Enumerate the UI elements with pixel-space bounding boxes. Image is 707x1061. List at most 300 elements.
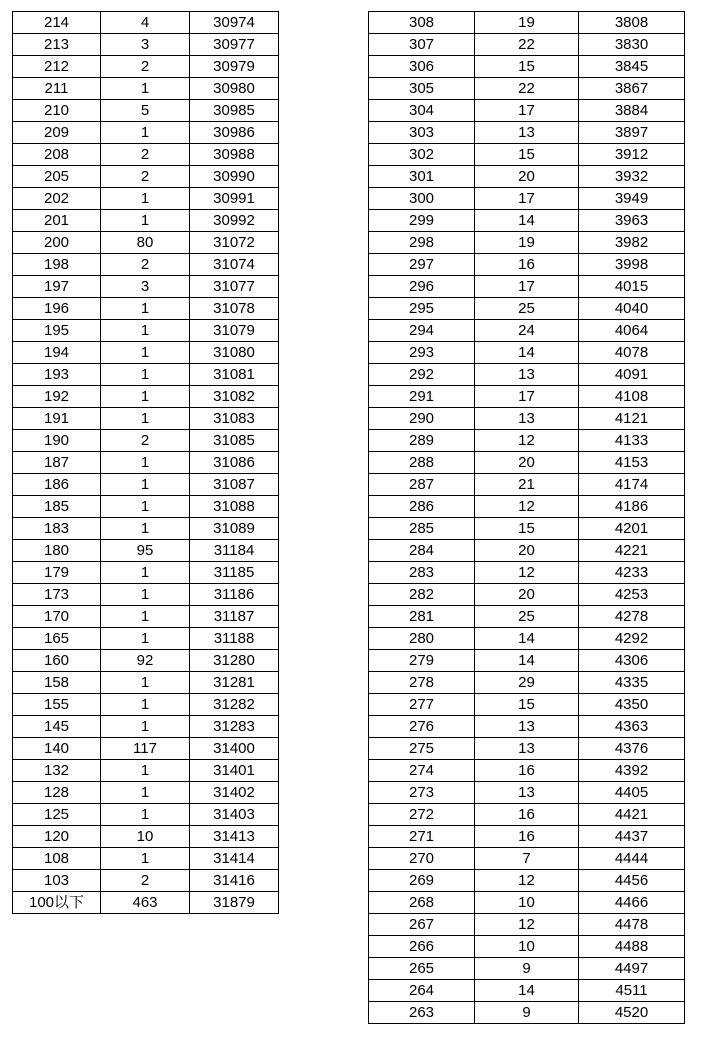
table-row: [369, 254, 685, 276]
cumulative-cell: 31077: [190, 276, 279, 298]
score-cell: 186: [13, 474, 101, 496]
cumulative-cell: 4253: [579, 584, 685, 606]
cumulative-cell: 31402: [190, 782, 279, 804]
cumulative-cell: 31072: [190, 232, 279, 254]
count-cell: 3: [101, 276, 190, 298]
cumulative-cell: 30985: [190, 100, 279, 122]
table-row: [13, 826, 279, 848]
count-cell: 15: [475, 56, 579, 78]
table-row: [369, 78, 685, 100]
table-row: [369, 364, 685, 386]
cumulative-cell: 4421: [579, 804, 685, 826]
table-row: [13, 474, 279, 496]
score-cell: 275: [369, 738, 475, 760]
count-cell: 22: [475, 34, 579, 56]
score-cell: 307: [369, 34, 475, 56]
count-cell: 12: [475, 870, 579, 892]
table-row: [13, 496, 279, 518]
table-row: [13, 166, 279, 188]
score-cell: 293: [369, 342, 475, 364]
cumulative-cell: 4437: [579, 826, 685, 848]
table-row: [369, 672, 685, 694]
cumulative-cell: 3830: [579, 34, 685, 56]
cumulative-cell: 31079: [190, 320, 279, 342]
cumulative-cell: 4278: [579, 606, 685, 628]
table-row: [369, 210, 685, 232]
score-cell: 128: [13, 782, 101, 804]
count-cell: 13: [475, 408, 579, 430]
score-cell: 272: [369, 804, 475, 826]
cumulative-cell: 4478: [579, 914, 685, 936]
cumulative-cell: 30977: [190, 34, 279, 56]
count-cell: 1: [101, 606, 190, 628]
cumulative-cell: 4064: [579, 320, 685, 342]
count-cell: 29: [475, 672, 579, 694]
cumulative-cell: 4292: [579, 628, 685, 650]
score-cell: 191: [13, 408, 101, 430]
count-cell: 117: [101, 738, 190, 760]
score-cell: 198: [13, 254, 101, 276]
count-cell: 1: [101, 342, 190, 364]
count-cell: 17: [475, 386, 579, 408]
table-row: [13, 584, 279, 606]
table-row: [13, 606, 279, 628]
count-cell: 12: [475, 562, 579, 584]
count-cell: 1: [101, 320, 190, 342]
count-cell: 22: [475, 78, 579, 100]
cumulative-cell: 3998: [579, 254, 685, 276]
count-cell: 5: [101, 100, 190, 122]
count-cell: 2: [101, 430, 190, 452]
score-cell: 297: [369, 254, 475, 276]
cumulative-cell: 4201: [579, 518, 685, 540]
count-cell: 2: [101, 144, 190, 166]
score-cell: 155: [13, 694, 101, 716]
score-cell: 187: [13, 452, 101, 474]
table-row: [369, 342, 685, 364]
table-row: [13, 188, 279, 210]
count-cell: 9: [475, 1002, 579, 1024]
count-cell: 2: [101, 56, 190, 78]
score-cell: 279: [369, 650, 475, 672]
score-cell: 201: [13, 210, 101, 232]
cumulative-cell: 31088: [190, 496, 279, 518]
score-cell: 125: [13, 804, 101, 826]
table-row: [369, 474, 685, 496]
count-cell: 463: [101, 892, 190, 914]
cumulative-cell: 3932: [579, 166, 685, 188]
left-table-body: [13, 12, 279, 914]
score-cell: 173: [13, 584, 101, 606]
count-cell: 13: [475, 738, 579, 760]
cumulative-cell: 31413: [190, 826, 279, 848]
cumulative-cell: 31188: [190, 628, 279, 650]
table-row: [369, 848, 685, 870]
score-cell: 266: [369, 936, 475, 958]
score-cell: 190: [13, 430, 101, 452]
table-row: [13, 320, 279, 342]
table-row: [13, 210, 279, 232]
table-row: [13, 122, 279, 144]
score-cell: 192: [13, 386, 101, 408]
table-row: [369, 980, 685, 1002]
score-cell: 301: [369, 166, 475, 188]
cumulative-cell: 4133: [579, 430, 685, 452]
cumulative-cell: 4488: [579, 936, 685, 958]
cumulative-cell: 4121: [579, 408, 685, 430]
score-cell: 304: [369, 100, 475, 122]
score-cell: 276: [369, 716, 475, 738]
count-cell: 1: [101, 474, 190, 496]
table-row: [13, 100, 279, 122]
table-row: [369, 562, 685, 584]
table-row: [13, 276, 279, 298]
count-cell: 1: [101, 518, 190, 540]
cumulative-cell: 4233: [579, 562, 685, 584]
table-row: [369, 188, 685, 210]
count-cell: 25: [475, 298, 579, 320]
table-row: [13, 782, 279, 804]
score-cell: 205: [13, 166, 101, 188]
table-row: [13, 650, 279, 672]
count-cell: 14: [475, 342, 579, 364]
count-cell: 1: [101, 210, 190, 232]
table-row: [369, 166, 685, 188]
table-row: [369, 232, 685, 254]
score-cell: 265: [369, 958, 475, 980]
score-cell: 284: [369, 540, 475, 562]
score-cell: 208: [13, 144, 101, 166]
cumulative-cell: 4174: [579, 474, 685, 496]
table-row: [369, 628, 685, 650]
cumulative-cell: 31400: [190, 738, 279, 760]
score-cell: 290: [369, 408, 475, 430]
cumulative-cell: 31416: [190, 870, 279, 892]
score-cell: 180: [13, 540, 101, 562]
table-row: [13, 232, 279, 254]
table-row: [13, 518, 279, 540]
count-cell: 1: [101, 298, 190, 320]
count-cell: 20: [475, 452, 579, 474]
count-cell: 1: [101, 408, 190, 430]
cumulative-cell: 3867: [579, 78, 685, 100]
table-row: [13, 892, 279, 914]
score-cell: 264: [369, 980, 475, 1002]
table-row: [369, 716, 685, 738]
score-cell: 300: [369, 188, 475, 210]
score-cell: 302: [369, 144, 475, 166]
score-cell: 160: [13, 650, 101, 672]
count-cell: 1: [101, 848, 190, 870]
table-row: [13, 562, 279, 584]
score-cell: 271: [369, 826, 475, 848]
table-row: [369, 936, 685, 958]
score-cell: 308: [369, 12, 475, 34]
count-cell: 4: [101, 12, 190, 34]
table-row: [369, 540, 685, 562]
cumulative-cell: 4376: [579, 738, 685, 760]
cumulative-cell: 3808: [579, 12, 685, 34]
count-cell: 13: [475, 716, 579, 738]
count-cell: 20: [475, 166, 579, 188]
count-cell: 15: [475, 694, 579, 716]
table-row: [369, 870, 685, 892]
cumulative-cell: 31082: [190, 386, 279, 408]
cumulative-cell: 3982: [579, 232, 685, 254]
count-cell: 80: [101, 232, 190, 254]
count-cell: 21: [475, 474, 579, 496]
score-cell: 280: [369, 628, 475, 650]
table-row: [13, 144, 279, 166]
count-cell: 95: [101, 540, 190, 562]
table-row: [369, 892, 685, 914]
score-cell: 132: [13, 760, 101, 782]
cumulative-cell: 4456: [579, 870, 685, 892]
table-row: [13, 738, 279, 760]
table-row: [13, 386, 279, 408]
cumulative-cell: 31078: [190, 298, 279, 320]
count-cell: 1: [101, 584, 190, 606]
table-row: [369, 12, 685, 34]
score-cell: 281: [369, 606, 475, 628]
count-cell: 1: [101, 628, 190, 650]
score-cell: 303: [369, 122, 475, 144]
score-cell: 183: [13, 518, 101, 540]
count-cell: 1: [101, 78, 190, 100]
cumulative-cell: 31403: [190, 804, 279, 826]
count-cell: 19: [475, 232, 579, 254]
score-cell: 305: [369, 78, 475, 100]
cumulative-cell: 4392: [579, 760, 685, 782]
cumulative-cell: 31185: [190, 562, 279, 584]
count-cell: 13: [475, 122, 579, 144]
cumulative-cell: 31080: [190, 342, 279, 364]
score-cell: 294: [369, 320, 475, 342]
score-cell: 263: [369, 1002, 475, 1024]
table-row: [369, 386, 685, 408]
score-cell: 179: [13, 562, 101, 584]
score-cell: 209: [13, 122, 101, 144]
score-cell: 194: [13, 342, 101, 364]
count-cell: 3: [101, 34, 190, 56]
count-cell: 1: [101, 386, 190, 408]
count-cell: 17: [475, 188, 579, 210]
table-row: [13, 342, 279, 364]
count-cell: 92: [101, 650, 190, 672]
score-cell: 211: [13, 78, 101, 100]
count-cell: 1: [101, 782, 190, 804]
count-cell: 16: [475, 760, 579, 782]
score-cell: 120: [13, 826, 101, 848]
table-row: [13, 870, 279, 892]
cumulative-cell: 4091: [579, 364, 685, 386]
cumulative-cell: 31081: [190, 364, 279, 386]
cumulative-cell: 31184: [190, 540, 279, 562]
table-row: [13, 804, 279, 826]
score-cell: 158: [13, 672, 101, 694]
score-cell: 282: [369, 584, 475, 606]
score-cell: 108: [13, 848, 101, 870]
count-cell: 1: [101, 694, 190, 716]
count-cell: 1: [101, 496, 190, 518]
count-cell: 10: [475, 892, 579, 914]
table-row: [13, 694, 279, 716]
table-row: [13, 12, 279, 34]
table-row: [13, 540, 279, 562]
cumulative-cell: 31083: [190, 408, 279, 430]
right-score-table: [368, 11, 685, 1024]
cumulative-cell: 4306: [579, 650, 685, 672]
table-row: [369, 760, 685, 782]
cumulative-cell: 31074: [190, 254, 279, 276]
cumulative-cell: 3897: [579, 122, 685, 144]
cumulative-cell: 4335: [579, 672, 685, 694]
cumulative-cell: 31879: [190, 892, 279, 914]
table-row: [369, 298, 685, 320]
table-row: [13, 716, 279, 738]
count-cell: 1: [101, 122, 190, 144]
count-cell: 9: [475, 958, 579, 980]
score-cell: 296: [369, 276, 475, 298]
score-cell: 295: [369, 298, 475, 320]
count-cell: 17: [475, 276, 579, 298]
count-cell: 12: [475, 914, 579, 936]
table-row: [13, 672, 279, 694]
table-row: [369, 804, 685, 826]
table-row: [369, 782, 685, 804]
score-cell: 298: [369, 232, 475, 254]
count-cell: 1: [101, 672, 190, 694]
cumulative-cell: 3949: [579, 188, 685, 210]
cumulative-cell: 4511: [579, 980, 685, 1002]
count-cell: 13: [475, 782, 579, 804]
cumulative-cell: 31186: [190, 584, 279, 606]
score-cell: 292: [369, 364, 475, 386]
score-cell: 269: [369, 870, 475, 892]
count-cell: 7: [475, 848, 579, 870]
cumulative-cell: 3912: [579, 144, 685, 166]
cumulative-cell: 30991: [190, 188, 279, 210]
count-cell: 17: [475, 100, 579, 122]
count-cell: 10: [475, 936, 579, 958]
table-row: [369, 958, 685, 980]
cumulative-cell: 30992: [190, 210, 279, 232]
table-row: [369, 56, 685, 78]
table-row: [369, 584, 685, 606]
table-row: [369, 606, 685, 628]
score-cell: 100以下: [13, 892, 101, 914]
count-cell: 14: [475, 650, 579, 672]
count-cell: 25: [475, 606, 579, 628]
table-row: [369, 408, 685, 430]
cumulative-cell: 31089: [190, 518, 279, 540]
count-cell: 16: [475, 826, 579, 848]
count-cell: 12: [475, 496, 579, 518]
table-row: [369, 100, 685, 122]
count-cell: 14: [475, 628, 579, 650]
score-cell: 288: [369, 452, 475, 474]
cumulative-cell: 4444: [579, 848, 685, 870]
count-cell: 24: [475, 320, 579, 342]
count-cell: 20: [475, 584, 579, 606]
table-row: [369, 144, 685, 166]
cumulative-cell: 31085: [190, 430, 279, 452]
cumulative-cell: 31283: [190, 716, 279, 738]
table-row: [369, 496, 685, 518]
left-score-table: [12, 11, 279, 914]
table-row: [13, 364, 279, 386]
count-cell: 14: [475, 980, 579, 1002]
score-cell: 200: [13, 232, 101, 254]
score-cell: 202: [13, 188, 101, 210]
score-cell: 285: [369, 518, 475, 540]
score-cell: 165: [13, 628, 101, 650]
cumulative-cell: 4466: [579, 892, 685, 914]
score-cell: 170: [13, 606, 101, 628]
table-row: [369, 276, 685, 298]
table-row: [369, 738, 685, 760]
cumulative-cell: 4186: [579, 496, 685, 518]
cumulative-cell: 3963: [579, 210, 685, 232]
table-row: [369, 914, 685, 936]
table-row: [13, 56, 279, 78]
table-row: [369, 694, 685, 716]
count-cell: 1: [101, 562, 190, 584]
count-cell: 1: [101, 716, 190, 738]
score-cell: 196: [13, 298, 101, 320]
cumulative-cell: 30986: [190, 122, 279, 144]
score-cell: 195: [13, 320, 101, 342]
cumulative-cell: 4221: [579, 540, 685, 562]
count-cell: 2: [101, 254, 190, 276]
table-row: [369, 430, 685, 452]
table-row: [369, 34, 685, 56]
count-cell: 1: [101, 804, 190, 826]
cumulative-cell: 30990: [190, 166, 279, 188]
count-cell: 16: [475, 804, 579, 826]
score-cell: 197: [13, 276, 101, 298]
count-cell: 15: [475, 144, 579, 166]
count-cell: 13: [475, 364, 579, 386]
count-cell: 14: [475, 210, 579, 232]
score-cell: 193: [13, 364, 101, 386]
count-cell: 1: [101, 452, 190, 474]
table-row: [13, 848, 279, 870]
cumulative-cell: 4405: [579, 782, 685, 804]
table-row: [13, 78, 279, 100]
table-row: [13, 628, 279, 650]
score-cell: 286: [369, 496, 475, 518]
score-cell: 283: [369, 562, 475, 584]
count-cell: 12: [475, 430, 579, 452]
score-cell: 185: [13, 496, 101, 518]
table-row: [13, 452, 279, 474]
count-cell: 16: [475, 254, 579, 276]
table-row: [369, 452, 685, 474]
cumulative-cell: 31280: [190, 650, 279, 672]
table-row: [13, 430, 279, 452]
count-cell: 1: [101, 760, 190, 782]
score-cell: 103: [13, 870, 101, 892]
score-cell: 306: [369, 56, 475, 78]
cumulative-cell: 4520: [579, 1002, 685, 1024]
cumulative-cell: 4363: [579, 716, 685, 738]
score-cell: 213: [13, 34, 101, 56]
right-table-body: [369, 12, 685, 1024]
table-row: [369, 320, 685, 342]
score-cell: 214: [13, 12, 101, 34]
count-cell: 1: [101, 188, 190, 210]
